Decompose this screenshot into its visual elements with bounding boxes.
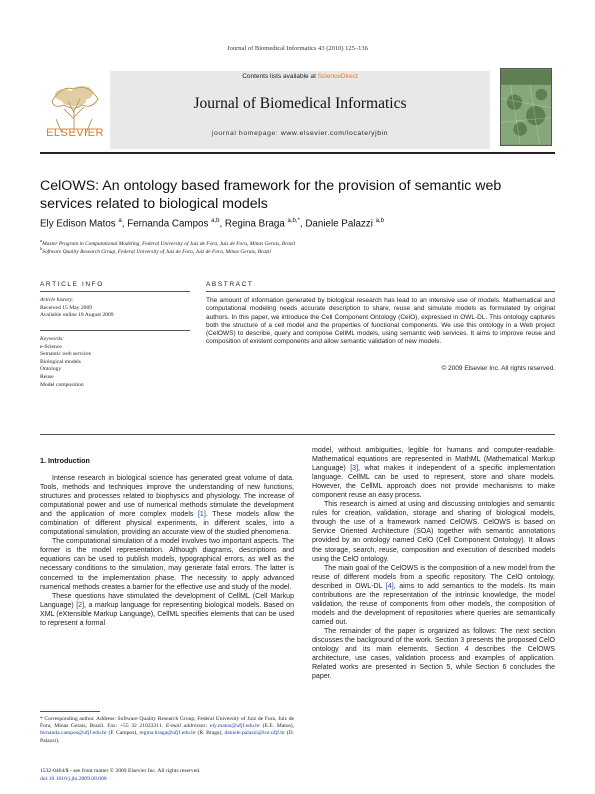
front-matter-info — [40, 767, 200, 783]
author-affil-mark: a — [118, 218, 122, 224]
body-divider — [40, 434, 555, 435]
affiliation-mark: a — [40, 238, 43, 243]
keyword: Ontology — [40, 366, 62, 373]
keyword: Reuse — [40, 373, 54, 380]
abstract-body: The amount of information generated by biological research has lead to an intensive use of models. Mathematical and computational modeling needs accurate description to share, reuse and simulate models as formulated by original authors. In this paper, we introduce the Cell Component Ontology (CelO), expressed in OWL-DL. This ontology captures both the structure of a cell model and the properties of functional components. We use this ontology in a Web project (CelOWS) to describe, query and compose CellML models, using semantic web services. It aims to improve reuse and composition of existent components and allow semantic validation of new models. — [206, 297, 555, 346]
homepage-url[interactable]: www.elsevier.com/locate/yjbin — [280, 130, 389, 137]
paper-title: CelOWS: An ontology based framework for the provision of semantic web services related to biological models — [40, 178, 502, 212]
doi-link[interactable]: doi:10.1016/j.jbi.2009.08.008 — [40, 776, 107, 783]
history-label: Article history: — [40, 297, 75, 303]
keywords-label: Keywords: — [40, 336, 65, 342]
keyword: e-Science — [40, 343, 62, 350]
affiliation-text: Software Quality Research Group, Federal University of Juiz de Fora, Juiz de Fora, Minas Gerais, Brazil — [42, 248, 271, 255]
author-name: Daniele Palazzi — [305, 218, 373, 230]
author-name: Regina Braga — [224, 218, 285, 230]
email-link[interactable]: fernanda.campos@ufjf.edu.br — [40, 730, 107, 737]
affiliation-text: Master Program in Computational Modeling, Federal University of Juiz de Fora, Juiz de Fora, Minas Gerais, Brazil — [42, 240, 296, 247]
article-info-rule — [40, 291, 190, 292]
author-list: Ely Edison Matos $^a$, Fernanda Campos $^{a,b}$, Regina Braga $^{a,b,*}$, Daniele Palazzi $^{a,b}$ — [40, 218, 384, 230]
journal-cover-image — [500, 68, 552, 146]
email-link[interactable]: regina.braga@ufjf.edu.br — [139, 730, 196, 737]
paragraph: model, without ambiguities, legible for humans and computer-readable. Mathematical equations are represented in MathML (Mathematical Markup Language) [3], what makes it independent of a specific implementation language. CellML can be used to represent, store and share models. However, the CellML approach does not provide mechanisms to make component reuse an easy process. — [312, 447, 555, 500]
contents-prefix: Contents lists available at — [242, 73, 318, 80]
affiliation-b — [40, 246, 271, 255]
issn-line: 1532-0464/$ - see front matter © 2009 Elsevier Inc. All rights reserved. — [40, 768, 201, 774]
paragraph: The remainder of the paper is organized as follows: The next section discusses the background of the work. Section 3 presents the proposed CelO ontology and its main elements. Section 4 describes the CelOWS architecture, use cases, validation process and examples of application. Related works are presented in Section 5, while Section 6 concludes the paper. — [312, 627, 555, 681]
citation-link[interactable]: [2] — [76, 601, 85, 609]
emails-label: E-mail addresses: — [165, 723, 210, 730]
article-info-label: ARTICLE INFO — [40, 281, 104, 288]
abstract-label: ABSTRACT — [206, 281, 254, 288]
affiliation-mark: b — [40, 246, 43, 251]
section-heading: 1. Introduction — [40, 456, 90, 465]
article-history — [40, 297, 190, 320]
received-date: Received 15 May 2009 — [40, 304, 93, 311]
author-affil-mark: a,b — [375, 218, 384, 224]
body-column-right — [312, 446, 555, 681]
author-affil-mark: a,b,* — [287, 218, 300, 224]
online-date: Available online 18 August 2009 — [40, 312, 114, 319]
homepage-prefix: journal homepage: — [211, 130, 281, 137]
paragraph: The computational simulation of a model involves two important aspects. The former is the model representation. Although diagrams, descriptions and equations can be used to publish models, typographical errors, as well as the necessary conditions to the simulation, may generate fatal errors. The latter is concerned to the implementation phase. The necessity to apply advanced numerical methods creates a barrier for the effective use and study of the model. — [40, 538, 294, 591]
keyword: Model composition — [40, 381, 84, 388]
keywords-block — [40, 336, 190, 389]
citation-link[interactable]: [1] — [197, 511, 206, 519]
author-name: Fernanda Campos — [127, 218, 209, 230]
email-link[interactable]: ely.matos@ufjf.edu.br — [209, 723, 260, 730]
journal-reference: Journal of Biomedical Informatics 43 (2010) 125–136 — [227, 45, 368, 52]
contents-available-line — [110, 73, 490, 80]
email-link[interactable]: daniele.palazzi@ice.ufjf.br — [224, 730, 286, 737]
journal-homepage — [110, 130, 490, 137]
paragraph: Intense research in biological science has generated great volume of data. Tools, methods and techniques improve the understanding of new functions, structures and processes related to biophysics and physiology. The increase of computational power and use of numerical methods stimulate the development and the application of more complex models [1]. These models allow the combination of different physical experiments, in different scales, into a computational simulation, providing an accurate view of the studied phenomena. — [40, 475, 294, 537]
header-divider — [40, 152, 555, 154]
sciencedirect-link[interactable]: ScienceDirect — [317, 73, 358, 80]
citation-link[interactable]: [3] — [350, 465, 359, 473]
journal-title: Journal of Biomedical Informatics — [193, 95, 407, 112]
paragraph: This research is aimed at using and discussing ontologies and semantic rules for creation, validation, storage and sharing of biological models, through the use of a framework named CelOWS. CelOWS is based on Service Oriented Architecture (SOA) together with semantic annotations provided by an ontology named CelO (Cell Component Ontology). It allows the storage, search, reuse, composition and execution of described models using the CelO ontology. — [312, 501, 555, 563]
keyword: Semantic web services — [40, 351, 91, 358]
publisher-name: ELSEVIER — [46, 127, 104, 139]
author-affil-mark: a,b — [211, 218, 220, 224]
abstract-copyright: © 2009 Elsevier Inc. All rights reserved. — [441, 365, 555, 372]
keyword: Biological models — [40, 358, 81, 365]
body-column-left — [40, 474, 294, 628]
abstract-rule — [206, 291, 555, 292]
corresponding-author-footnote: * Corresponding author. Address: Software Quality Research Group, Federal University of Juiz de Fora, Juiz de Fora, Minas Gerais, Brazil. Fax: +55 32 21023311. E-mail addresses: ely.matos@ufjf.edu.br (E.E. Matos), fernanda.campos@ufjf.edu.br (F. Campos), regina.braga@ufjf.edu.br (R. Braga), daniele.palazzi@ice.ufjf.br (D. Palazzi). — [40, 716, 295, 744]
paragraph: These questions have stimulated the development of CellML (Cell Markup Language) [2], a markup language for representing biological models. Based on XML (eXtensible Markup Language), CellML specifies elements that can be used to represent a formal — [40, 592, 294, 627]
citation-link[interactable]: [4] — [385, 582, 394, 590]
footnote-text: * Corresponding author. Address: Software Quality Research Group, Federal University of Juiz de Fora, Juiz de Fora, Minas Gerais, Brazil. Fax: +55 32 21023311. — [40, 716, 294, 730]
info-divider — [40, 330, 190, 331]
paragraph: The main goal of the CelOWS is the composition of a new model from the reuse of different models from a specific repository. The CelO ontology, described in OWL-DL [4], aims to add semantics to the models. Its main contributions are the representation of the intrinsic knowledge, the model validation, the reuse of components from other models, the composition of models and the development of repositories where queries are semantically carried out. — [312, 564, 556, 626]
footnote-rule — [40, 711, 100, 712]
author-name: Ely Edison Matos — [40, 218, 116, 230]
section-link[interactable]: 3 — [460, 636, 465, 644]
